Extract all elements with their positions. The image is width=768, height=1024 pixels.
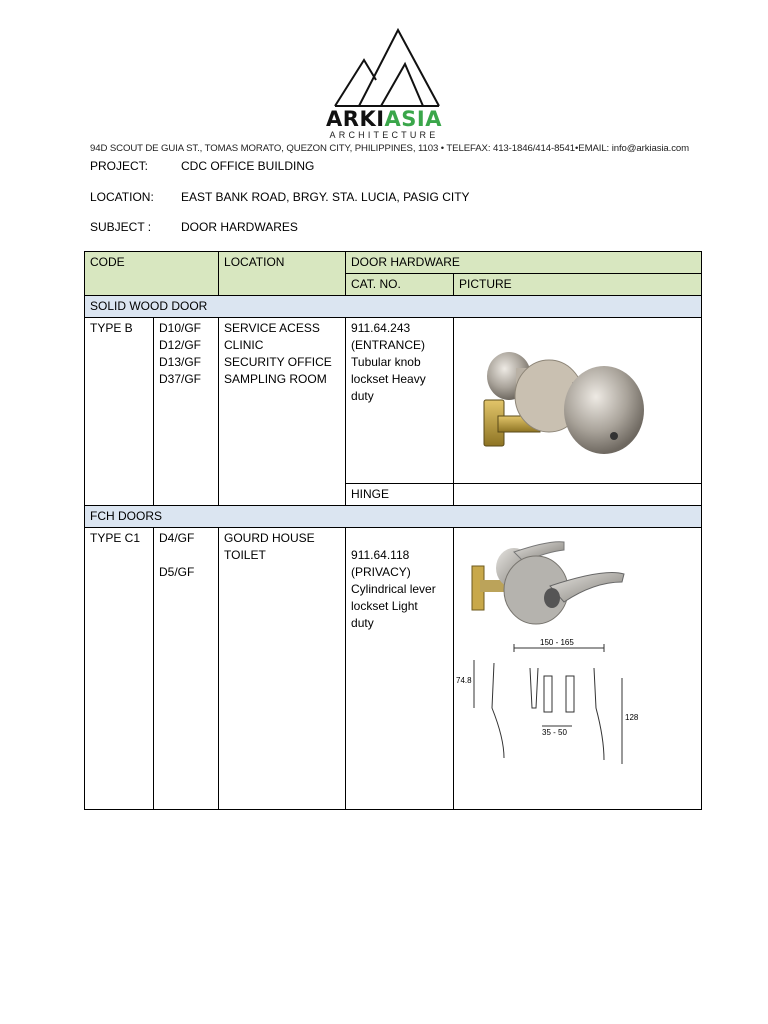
brand-subtitle: ARCHITECTURE bbox=[329, 130, 439, 140]
section-row bbox=[85, 506, 702, 528]
project-label: PROJECT: bbox=[90, 159, 149, 173]
locations-cell: SERVICE ACESS CLINIC SECURITY OFFICE SAMPLING ROOM bbox=[219, 318, 346, 506]
picture-cell bbox=[454, 318, 702, 484]
svg-text:35 - 50: 35 - 50 bbox=[542, 728, 567, 737]
codes-cell: D4/GF D5/GF bbox=[154, 528, 219, 810]
picture-cell bbox=[454, 528, 702, 810]
header-location: LOCATION bbox=[219, 252, 346, 296]
header-row-1 bbox=[85, 252, 702, 274]
company-address: 94D SCOUT DE GUIA ST., TOMAS MORATO, QUEZON CITY, PHILIPPINES, 1103 • TELEFAX: 413-1846/414-8541•EMAIL: info@arkiasia.com bbox=[90, 143, 690, 154]
lever-lockset-picture bbox=[454, 528, 700, 804]
header-door-hardware: DOOR HARDWARE bbox=[346, 252, 702, 274]
locations-cell: GOURD HOUSE TOILET bbox=[219, 528, 346, 810]
hinge-picture-cell bbox=[454, 484, 702, 506]
cat-no-cell: 911.64.243 (ENTRANCE) Tubular knob lockset Heavy duty bbox=[346, 318, 454, 484]
svg-text:74.8: 74.8 bbox=[456, 676, 472, 685]
section-title: FCH DOORS bbox=[85, 506, 702, 528]
header-code: CODE bbox=[85, 252, 219, 296]
codes-cell: D10/GF D12/GF D13/GF D37/GF bbox=[154, 318, 219, 506]
hinge-cell: HINGE bbox=[346, 484, 454, 506]
svg-text:128: 128 bbox=[625, 713, 639, 722]
location-value: EAST BANK ROAD, BRGY. STA. LUCIA, PASIG CITY bbox=[181, 190, 470, 204]
cat-no: 911.64.118 bbox=[351, 548, 410, 562]
header-cat-no: CAT. NO. bbox=[346, 274, 454, 296]
project-value: CDC OFFICE BUILDING bbox=[181, 159, 315, 173]
subject-value: DOOR HARDWARES bbox=[181, 220, 298, 234]
header-picture: PICTURE bbox=[454, 274, 702, 296]
type-cell: TYPE C1 bbox=[85, 528, 154, 810]
section-row bbox=[85, 296, 702, 318]
type-cell: TYPE B bbox=[85, 318, 154, 506]
knob-lockset-picture bbox=[454, 318, 700, 478]
location-label: LOCATION: bbox=[90, 190, 154, 204]
svg-text:150 - 165: 150 - 165 bbox=[540, 638, 574, 647]
section-title: SOLID WOOD DOOR bbox=[85, 296, 702, 318]
brand-name: ARKIASIA bbox=[326, 107, 442, 131]
cat-no-cell: 911.64.118 (PRIVACY) Cylindrical lever lockset Light duty bbox=[346, 528, 454, 810]
table-row bbox=[85, 528, 702, 810]
table-row bbox=[85, 318, 702, 484]
subject-label: SUBJECT : bbox=[90, 220, 152, 234]
cat-no: 911.64.243 bbox=[351, 321, 411, 335]
door-hardware-table bbox=[84, 251, 702, 810]
arkiasia-logo-icon bbox=[333, 28, 441, 110]
